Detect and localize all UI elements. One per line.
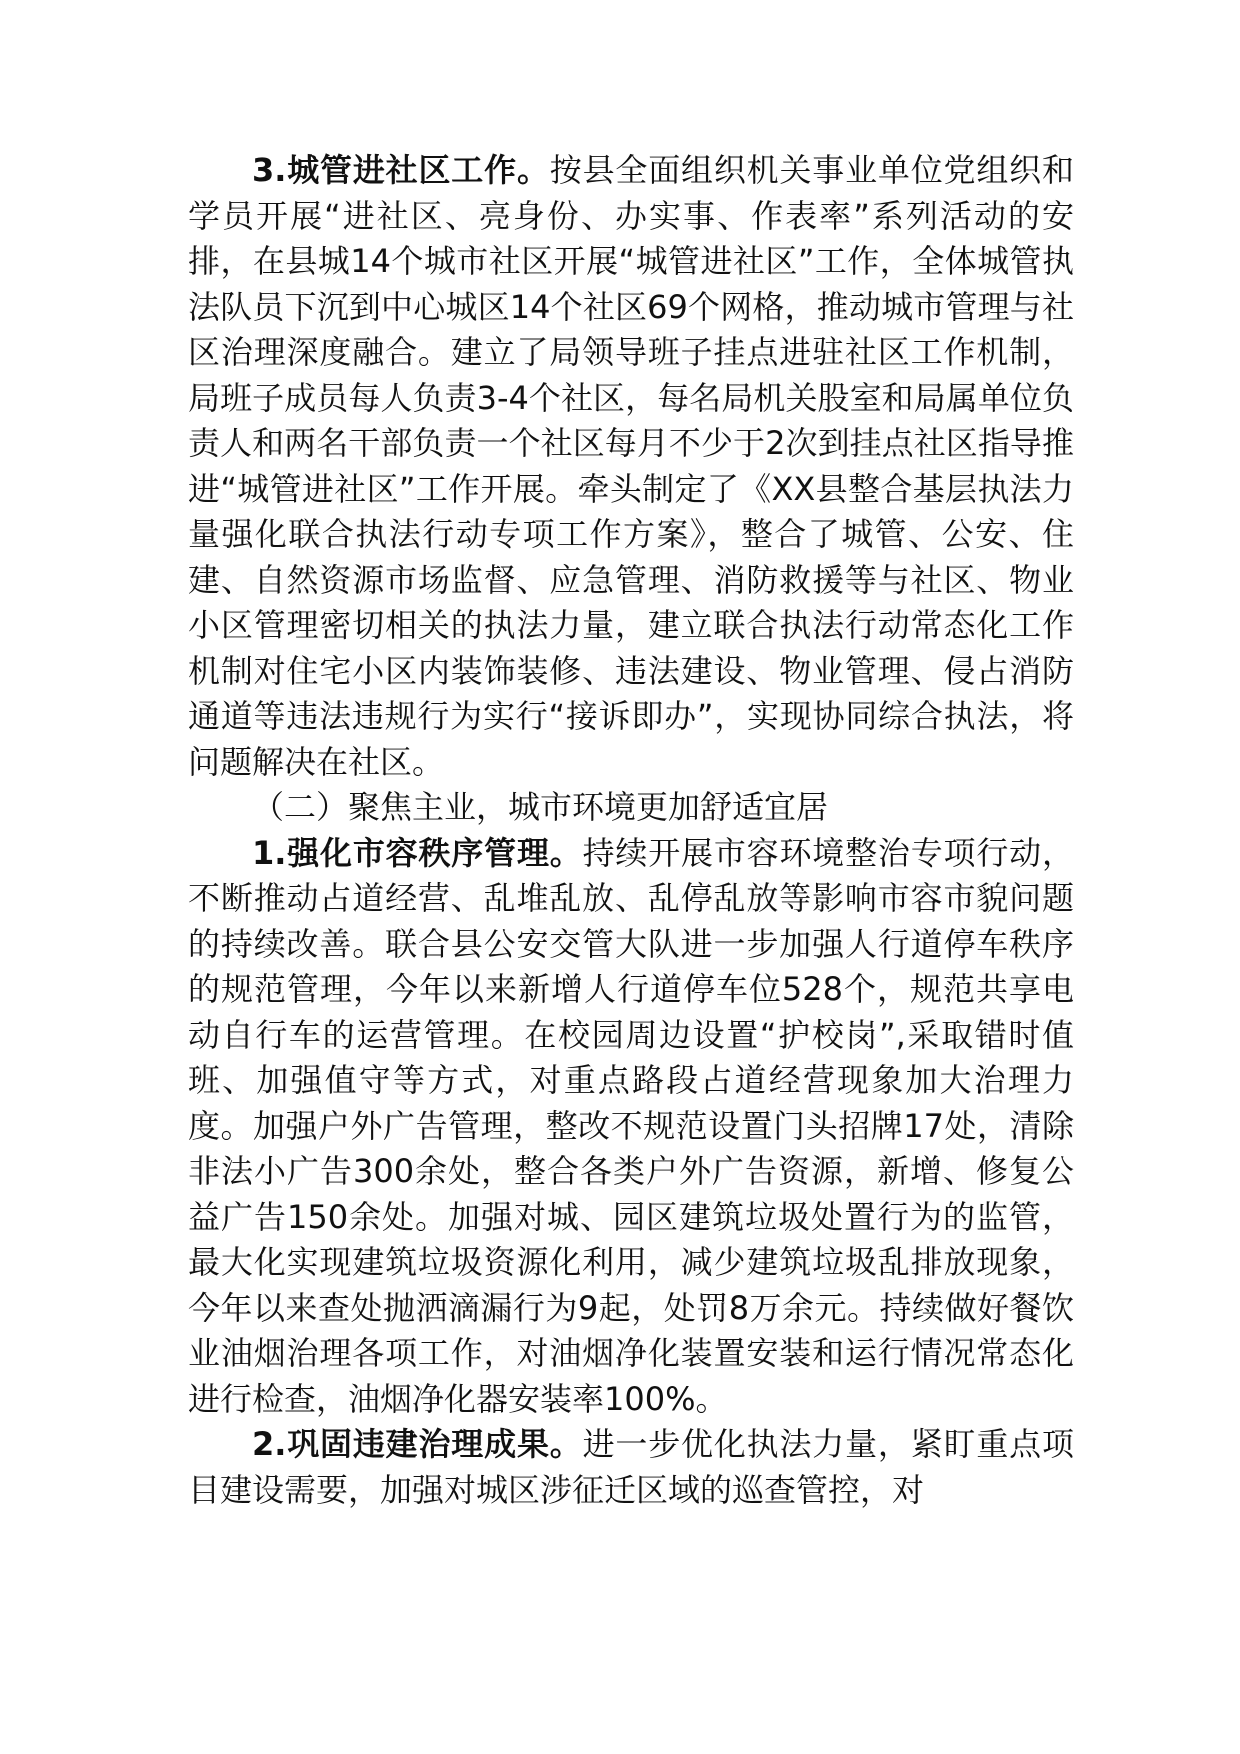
paragraph-heading: 2.巩固违建治理成果。 bbox=[252, 1425, 583, 1463]
document-body bbox=[188, 148, 1074, 1513]
section-heading-text: （二）聚焦主业，城市环境更加舒适宜居 bbox=[252, 788, 829, 826]
paragraph-heading: 3.城管进社区工作。 bbox=[252, 151, 550, 189]
paragraph-text: 进一步优化执法力量，紧盯重点项目建设需要，加强对城区涉征迁区域的巡查管控，对 bbox=[188, 1425, 1074, 1509]
paragraph-community-management bbox=[188, 148, 1074, 785]
section-heading bbox=[188, 785, 1074, 831]
paragraph-text: 按县全面组织机关事业单位党组织和学员开展“进社区、亮身份、办实事、作表率”系列活动的安排，在县城14个城市社区开展“城管进社区”工作，全体城管执法队员下沉到中心城区14个社区69个网格，推动城市管理与社区治理深度融合。建立了局领导班子挂点进驻社区工作机制，局班子成员每人负责3-4个社区，每名局机关股室和局属单位负责人和两名干部负责一个社区每月不少于2次到挂点社区指导推进“城管进社区”工作开展。牵头制定了《XX县整合基层执法力量强化联合执法行动专项工作方案》，整合了城管、公安、住建、自然资源市场监督、应急管理、消防救援等与社区、物业小区管理密切相关的执法力量，建立联合执法行动常态化工作机制对住宅小区内装饰装修、违法建设、物业管理、侵占消防通道等违法违规行为实行“接诉即办”，实现协同综合执法，将问题解决在社区。 bbox=[188, 151, 1074, 781]
paragraph-city-appearance bbox=[188, 831, 1074, 1423]
paragraph-heading: 1.强化市容秩序管理。 bbox=[252, 833, 583, 872]
paragraph-text: 持续开展市容环境整治专项行动，不断推动占道经营、乱堆乱放、乱停乱放等影响市容市貌问题的持续改善。联合县公安交管大队进一步加强人行道停车秩序的规范管理，今年以来新增人行道停车位528个，规范共享电动自行车的运营管理。在校园周边设置“护校岗”,采取错时值班、加强值守等方式，对重点路段占道经营现象加大治理力度。加强户外广告管理，整改不规范设置门头招牌17处，清除非法小广告300余处，整合各类户外广告资源，新增、修复公益广告150余处。加强对城、园区建筑垃圾处置行为的监管，最大化实现建筑垃圾资源化利用，减少建筑垃圾乱排放现象，今年以来查处抛洒滴漏行为9起，处罚8万余元。持续做好餐饮业油烟治理各项工作，对油烟净化装置安装和运行情况常态化进行检查，油烟净化器安装率100%。 bbox=[188, 833, 1074, 1418]
paragraph-illegal-construction bbox=[188, 1422, 1074, 1513]
